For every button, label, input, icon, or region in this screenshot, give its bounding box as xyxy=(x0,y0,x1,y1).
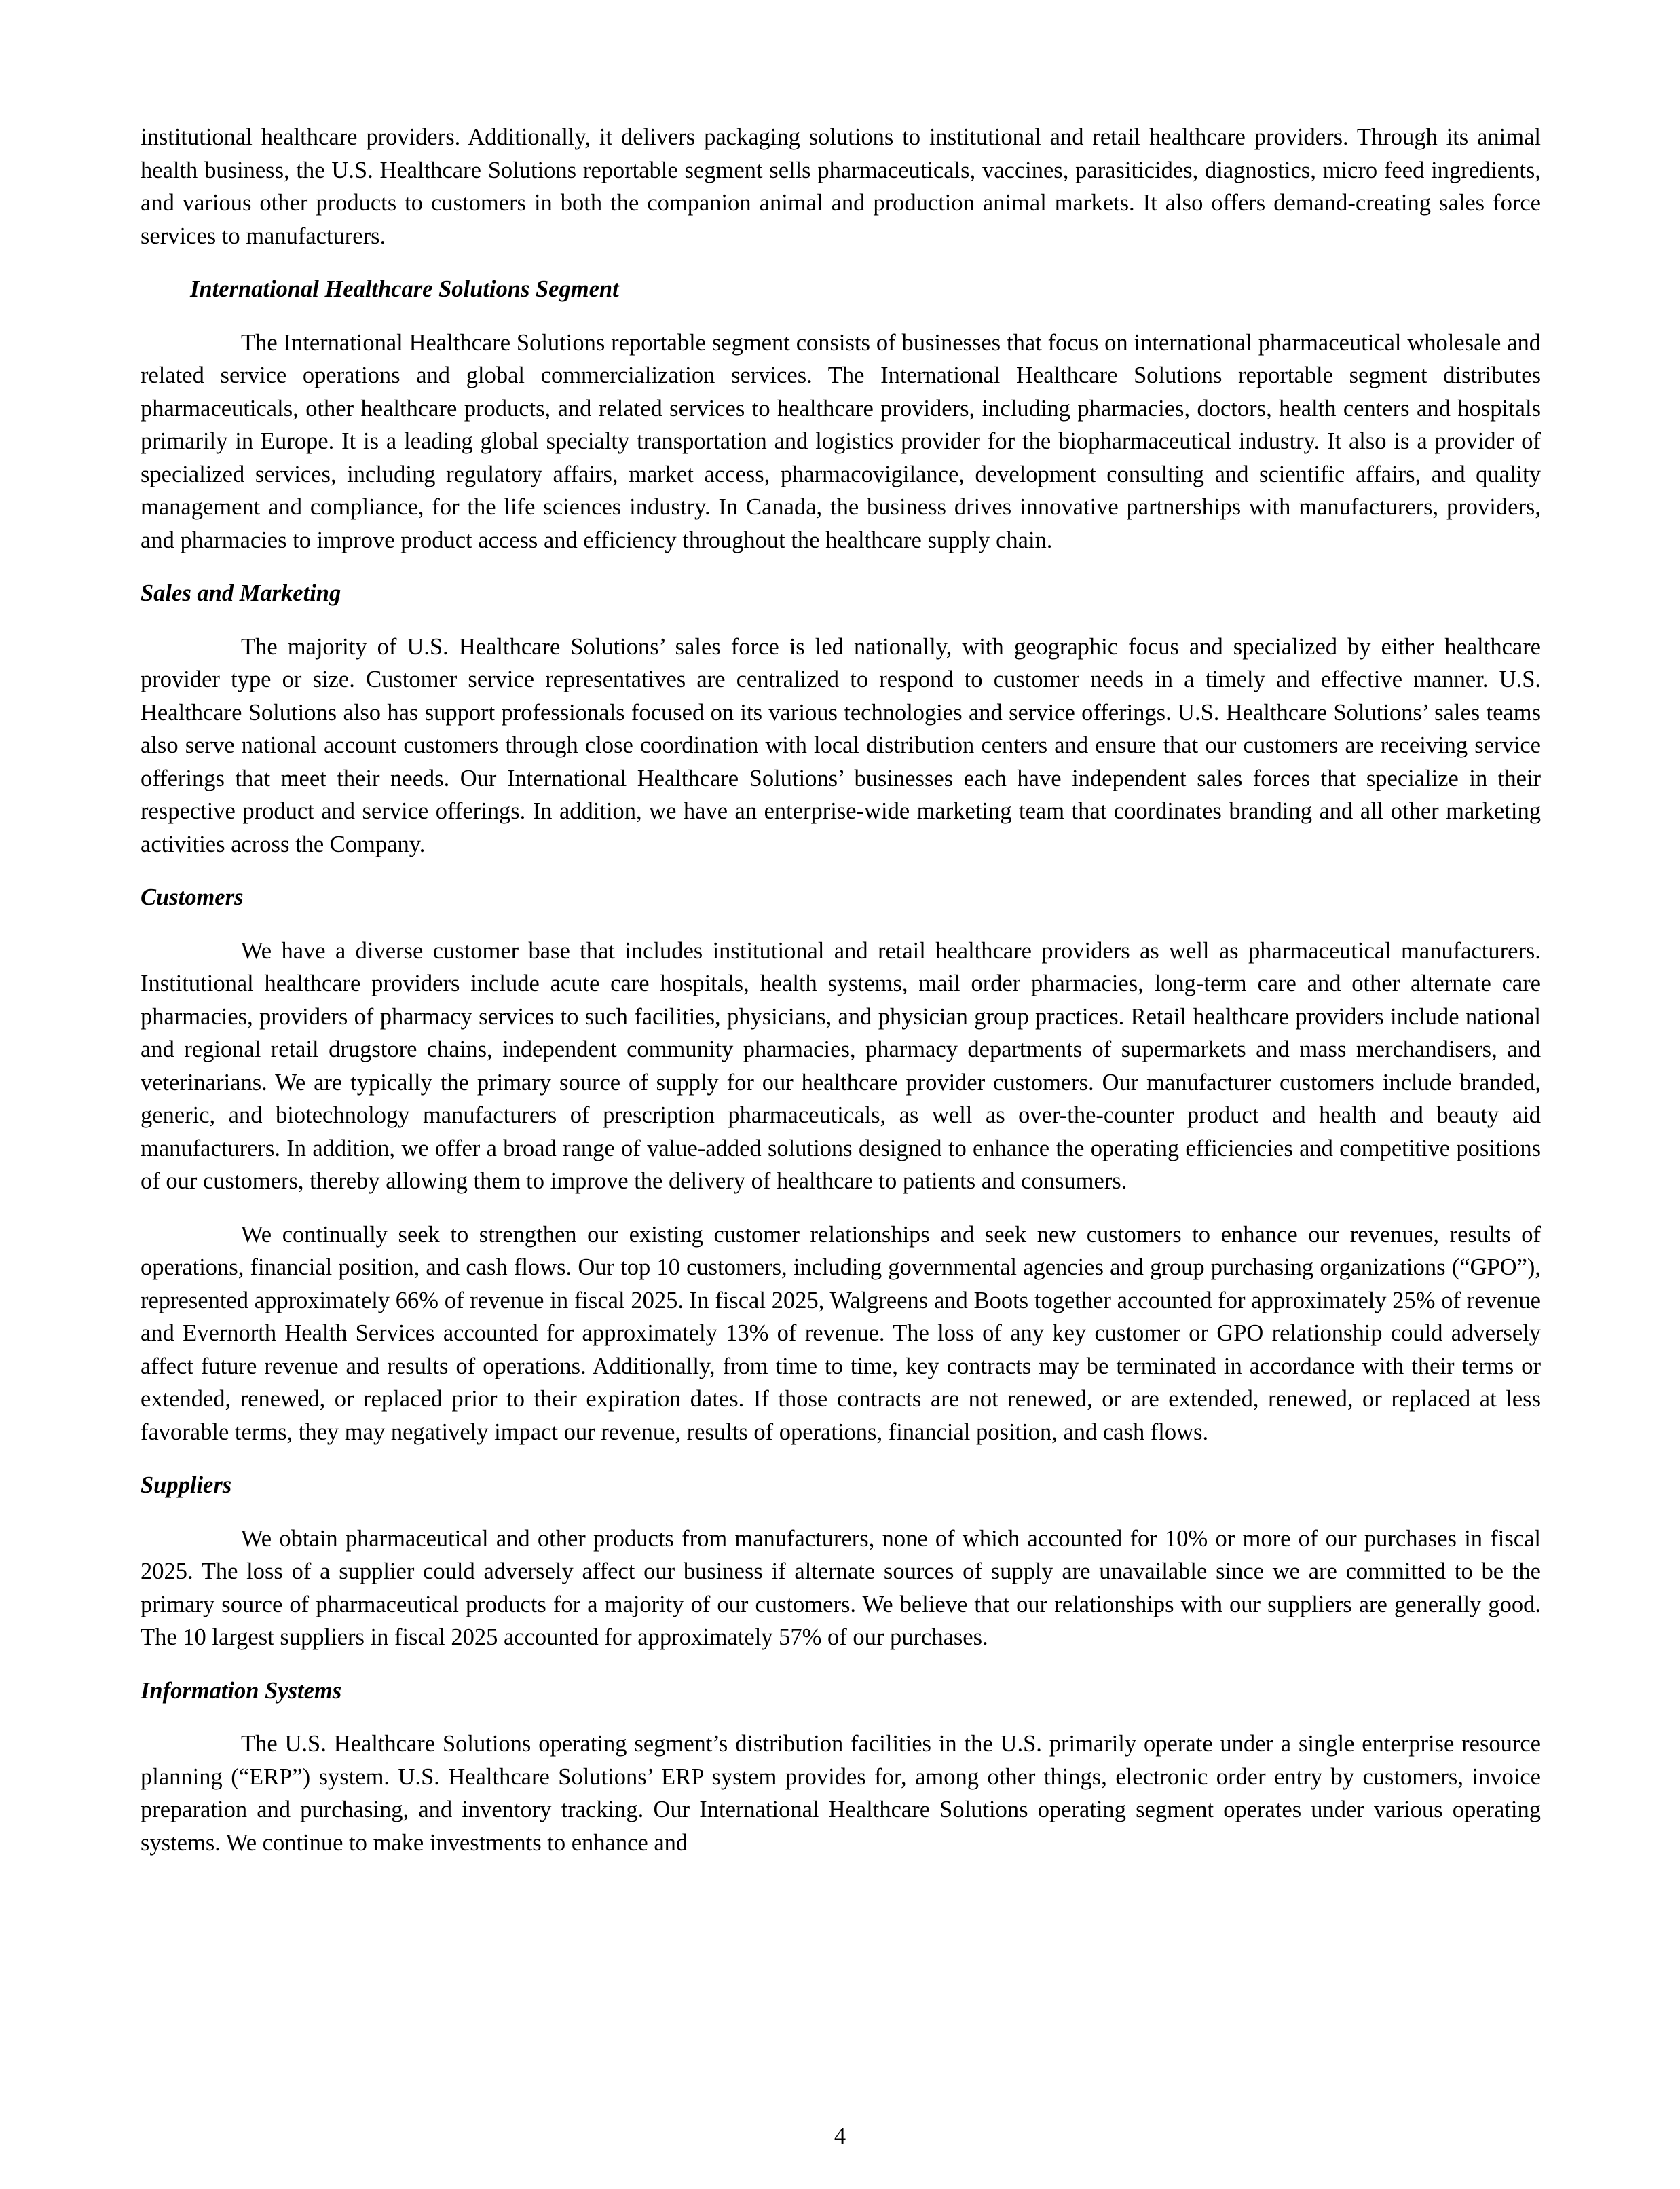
heading-international-segment: International Healthcare Solutions Segment xyxy=(190,276,619,302)
page-number: 4 xyxy=(834,2123,846,2149)
heading-suppliers: Suppliers xyxy=(141,1472,232,1498)
heading-sales-marketing: Sales and Marketing xyxy=(141,580,341,606)
heading-customers: Customers xyxy=(141,884,244,910)
document-page xyxy=(141,121,1541,1859)
paragraph-information-systems: The U.S. Healthcare Solutions operating segment’s distribution facilities in the U.S. primarily operate under a single enterprise resource planning (“ERP”) system. U.S. Healthcare Solutions’ ERP system provides for, among other things, electronic order entry by customers, invoice preparation and purchasing, and inventory tracking. Our International Healthcare Solutions operating segment operates under various operating systems. We continue to make investments to enhance and xyxy=(141,1731,1541,1856)
paragraph-suppliers: We obtain pharmaceutical and other products from manufacturers, none of which accounted for 10% or more of our purchases in fiscal 2025. The loss of a supplier could adversely affect our business if alternate sources of supply are unavailable since we are committed to be the primary source of pharmaceutical products for a majority of our customers. We believe that our relationships with our suppliers are generally good. The 10 largest suppliers in fiscal 2025 accounted for approximately 57% of our purchases. xyxy=(141,1525,1541,1650)
heading-information-systems: Information Systems xyxy=(141,1677,342,1704)
paragraph-intro: institutional healthcare providers. Additionally, it delivers packaging solutions to institutional and retail healthcare providers. Through its animal health business, the U.S. Healthcare Solutions reportable segment sells pharmaceuticals, vaccines, parasiticides, diagnostics, micro feed ingredients, and various other products to customers in both the companion animal and production animal markets. It also offers demand-creating sales force services to manufacturers. xyxy=(141,124,1541,249)
paragraph-international: The International Healthcare Solutions reportable segment consists of businesses that focus on international pharmaceutical wholesale and related service operations and global commercialization services. The International Healthcare Solutions reportable segment distributes pharmaceuticals, other healthcare products, and related services to healthcare providers, including pharmacies, doctors, health centers and hospitals primarily in Europe. It is a leading global specialty transportation and logistics provider for the biopharmaceutical industry. It also is a provider of specialized services, including regulatory affairs, market access, pharmacovigilance, development consulting and scientific affairs, and quality management and compliance, for the life sciences industry. In Canada, the business drives innovative partnerships with manufacturers, providers, and pharmacies to improve product access and efficiency throughout the healthcare supply chain. xyxy=(141,329,1541,553)
paragraph-customers-1: We have a diverse customer base that includes institutional and retail healthcare providers as well as pharmaceutical manufacturers. Institutional healthcare providers include acute care hospitals, health systems, mail order pharmacies, long-term care and other alternate care pharmacies, providers of pharmacy services to such facilities, physicians, and physician group practices. Retail healthcare providers include national and regional retail drugstore chains, independent community pharmacies, pharmacy departments of supermarkets and mass merchandisers, and veterinarians. We are typically the primary source of supply for our healthcare provider customers. Our manufacturer customers include branded, generic, and biotechnology manufacturers of prescription pharmaceuticals, as well as over-the-counter product and health and beauty aid manufacturers. In addition, we offer a broad range of value-added solutions designed to enhance the operating efficiencies and competitive positions of our customers, thereby allowing them to improve the delivery of healthcare to patients and consumers. xyxy=(141,937,1541,1194)
paragraph-customers-2: We continually seek to strengthen our existing customer relationships and seek new customers to enhance our revenues, results of operations, financial position, and cash flows. Our top 10 customers, including governmental agencies and group purchasing organizations (“GPO”), represented approximately 66% of revenue in fiscal 2025. In fiscal 2025, Walgreens and Boots together accounted for approximately 25% of revenue and Evernorth Health Services accounted for approximately 13% of revenue. The loss of any key customer or GPO relationship could adversely affect future revenue and results of operations. Additionally, from time to time, key contracts may be terminated in accordance with their terms or extended, renewed, or replaced prior to their expiration dates. If those contracts are not renewed, or are extended, renewed, or replaced at less favorable terms, they may negatively impact our revenue, results of operations, financial position, and cash flows. xyxy=(141,1221,1541,1445)
paragraph-sales: The majority of U.S. Healthcare Solutions’ sales force is led nationally, with geographic focus and specialized by either healthcare provider type or size. Customer service representatives are centralized to respond to customer needs in a timely and effective manner. U.S. Healthcare Solutions also has support professionals focused on its various technologies and service offerings. U.S. Healthcare Solutions’ sales teams also serve national account customers through close coordination with local distribution centers and ensure that our customers are receiving service offerings that meet their needs. Our International Healthcare Solutions’ businesses each have independent sales forces that specialize in their respective product and service offerings. In addition, we have an enterprise-wide marketing team that coordinates branding and all other marketing activities across the Company. xyxy=(141,633,1541,857)
